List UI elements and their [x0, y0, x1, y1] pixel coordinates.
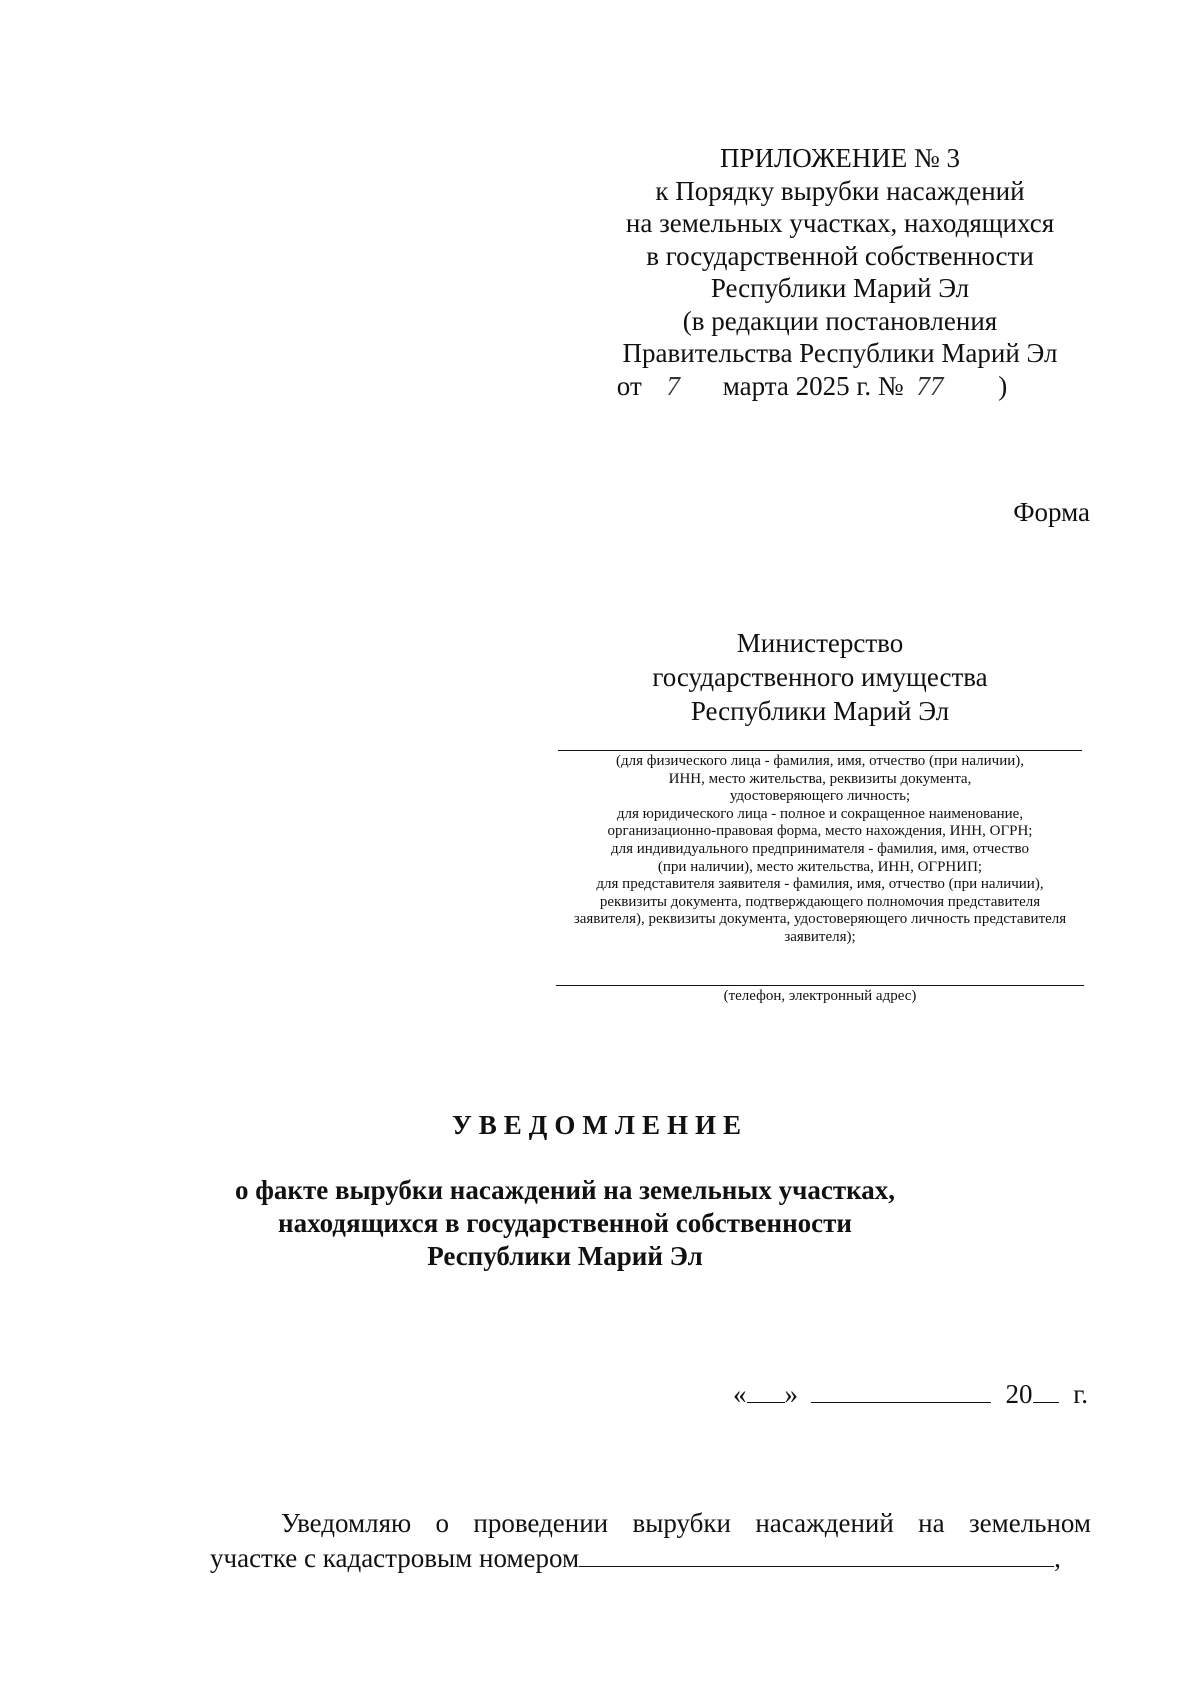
hint-line: (при наличии), место жительства, ИНН, ОГРНИП; — [657, 858, 983, 875]
body-line-1: Уведомляю о проведении вырубки насаждений на земельном — [281, 1508, 1091, 1538]
date-field — [733, 1379, 1088, 1410]
hint-line: заявителя), реквизиты документа, удостоверяющего личность представителя — [573, 911, 1067, 928]
hint-line: заявителя); — [784, 928, 856, 945]
date-close-quote: » — [784, 1379, 798, 1409]
appendix-header — [590, 142, 1090, 402]
appendix-line: в государственной собственности — [646, 240, 1034, 271]
cadastral-line-end: , — [1054, 1543, 1061, 1573]
appendix-line: ПРИЛОЖЕНИЕ № 3 — [719, 143, 961, 173]
document-title: УВЕДОМЛЕНИЕ — [451, 1110, 749, 1140]
cadastral-number-input[interactable] — [579, 1544, 1054, 1567]
date-year-suffix: г. — [1073, 1379, 1089, 1409]
hint-line: для представителя заявителя - фамилия, имя, отчество (при наличии), — [596, 876, 1044, 893]
date-prefix: от — [616, 370, 642, 401]
appendix-line: на земельных участках, находящихся — [625, 208, 1055, 238]
appendix-line: Правительства Республики Марий Эл — [622, 338, 1058, 368]
appendix-line: Республики Марий Эл — [710, 273, 970, 303]
date-day: 7 — [666, 370, 680, 401]
hint-line: для юридического лица - полное и сокращенное наименование, — [616, 805, 1024, 822]
appendix-date-line — [562, 370, 1062, 403]
appendix-line: к Порядку вырубки насаждений — [655, 175, 1025, 206]
date-day-blank[interactable] — [747, 1380, 785, 1403]
contact-hint: (телефон, электронный адрес) — [723, 988, 917, 1004]
doc-number: 77 — [916, 370, 944, 401]
date-month-blank[interactable] — [811, 1380, 991, 1403]
recipient-line: Министерство — [736, 628, 904, 658]
date-suffix: ) — [998, 370, 1008, 401]
applicant-hint — [530, 753, 1110, 947]
hint-line: реквизиты документа, подтверждающего полномочия представителя — [599, 893, 1041, 910]
hint-line: удостоверяющего личность; — [729, 788, 911, 805]
date-year-prefix: 20 — [1005, 1379, 1033, 1409]
applicant-input-line[interactable] — [558, 750, 1082, 751]
subtitle-line: Республики Марий Эл — [427, 1241, 703, 1271]
form-label: Форма — [1013, 497, 1090, 527]
hint-line: ИНН, место жительства, реквизиты документа, — [668, 770, 972, 787]
contact-input-line[interactable] — [556, 985, 1084, 986]
date-month-year: марта 2025 г. № — [722, 370, 904, 401]
hint-line: для индивидуального предпринимателя - фамилия, имя, отчество — [610, 840, 1030, 857]
document-subtitle — [150, 1174, 980, 1273]
appendix-line: (в редакции постановления — [682, 305, 998, 336]
date-open-quote: « — [733, 1379, 747, 1409]
subtitle-line: находящихся в государственной собственности — [278, 1208, 852, 1238]
cadastral-label: участке с кадастровым номером — [210, 1543, 580, 1573]
recipient-line: Республики Марий Эл — [690, 696, 950, 726]
hint-line: организационно-правовая форма, место нахождения, ИНН, ОГРН; — [607, 823, 1033, 840]
date-year-blank[interactable] — [1033, 1380, 1059, 1403]
body-line-2 — [210, 1543, 1061, 1574]
recipient-line: государственного имущества — [652, 662, 988, 692]
hint-line: (для физического лица - фамилия, имя, отчество (при наличии), — [615, 753, 1025, 769]
recipient-block — [590, 626, 1050, 728]
subtitle-line: о факте вырубки насаждений на земельных участках, — [234, 1175, 896, 1205]
